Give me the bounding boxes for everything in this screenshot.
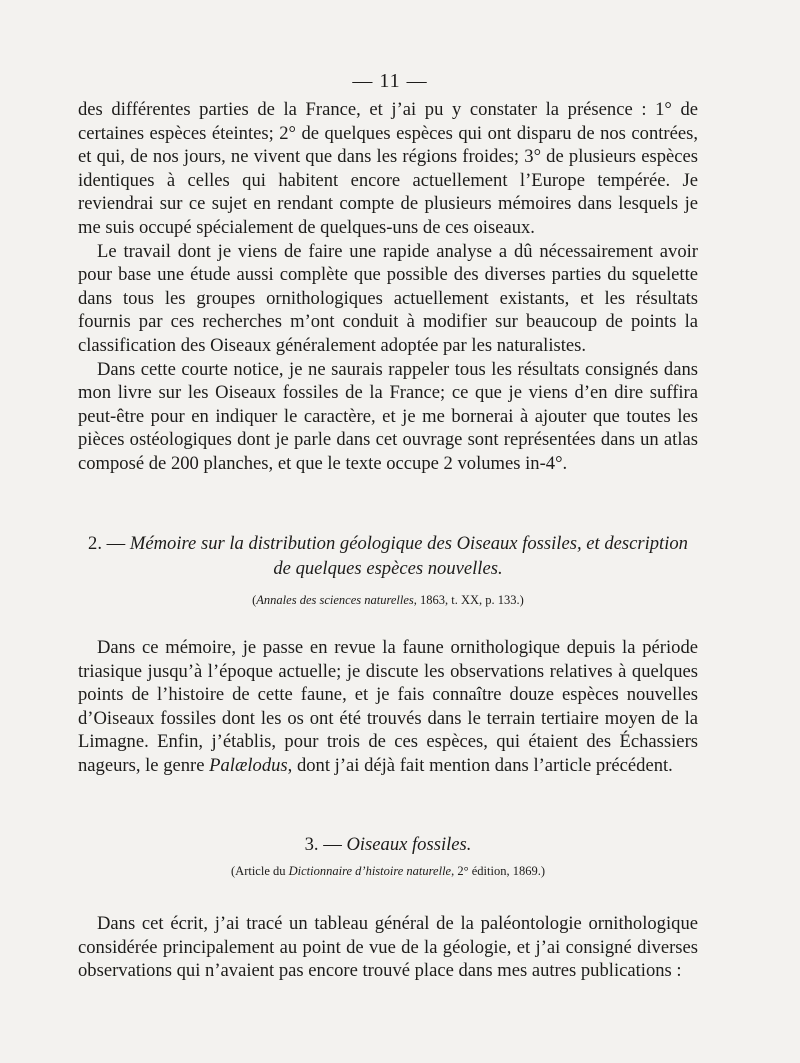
section-3-title: Oiseaux fossiles.	[346, 834, 472, 855]
section-2-citation	[78, 592, 698, 608]
citation-journal: Annales des sciences naturelles	[256, 593, 414, 607]
section-3-number: 3.	[304, 834, 319, 855]
genus-name: Palælodus	[209, 754, 288, 776]
section-2-title: Mémoire sur la distribution géologique des Oiseaux fossiles, et description	[129, 533, 688, 554]
section-2-body	[78, 636, 698, 778]
section-3-heading	[78, 832, 698, 857]
section-2-number: 2.	[88, 533, 102, 554]
citation-details: , 2° édition, 1869.)	[451, 864, 545, 878]
section-2-title-line-1	[78, 531, 698, 556]
section-2-dash: —	[106, 533, 126, 554]
paragraph: Le travail dont je viens de faire une rapide analyse a dû nécessairement avoir pour base une étude aussi complète que possible des diverses parties du squelette dans tous les groupes ornithologiques actuellement existants, et les résultats fournis par ces recherches m’ont conduit à modifier sur beaucoup de points la classification des Oiseaux généralement adoptée par les naturalistes.	[78, 240, 698, 356]
citation-details: , 1863, t. XX, p. 133.)	[413, 593, 524, 607]
body-text: , dont j’ai déjà fait mention dans l’article précédent.	[287, 754, 673, 776]
section-3-body	[78, 912, 698, 983]
section-3-citation	[78, 863, 698, 879]
section-2-heading	[78, 531, 698, 581]
body-text: Dans ce mémoire, je passe en revue la faune ornithologique depuis la période triasique jusqu’à l’époque actuelle; je discute les observations relatives à quelques points de l’histoire de cette faune, et je fais connaître douze espèces nouvelles d’Oiseaux fossiles dont les os ont été trouvés dans le terrain tertiaire moyen de la Limagne. Enfin, j’établis, pour trois de ces espèces, qui étaient des Échassiers nageurs, le genre	[78, 637, 698, 776]
paragraph: Dans cette courte notice, je ne saurais rappeler tous les résultats consignés dans mon livre sur les Oiseaux fossiles de la France; ce que je viens d’en dire suffira peut-être pour en indiquer le caractère, et je me bornerai à ajouter que toutes les pièces ostéologiques dont je parle dans cet ouvrage sont représentées dans un atlas composé de 200 planches, et que le texte occupe 2 volumes in-4°.	[78, 358, 698, 474]
intro-text	[78, 98, 698, 476]
citation-prefix: (Article du	[231, 864, 289, 878]
section-2-title-line-2: de quelques espèces nouvelles.	[273, 558, 503, 579]
citation-prefix: (	[252, 593, 257, 607]
section-3-dash: —	[323, 834, 342, 855]
paragraph: des différentes parties de la France, et j’ai pu y constater la présence : 1° de certaines espèces éteintes; 2° de quelques espèces qui ont disparu de nos contrées, et qui, de nos jours, ne vivent que dans les régions froides; 3° de plusieurs espèces identiques à celles qui habitent encore actuellement l’Europe tempérée. Je reviendrai sur ce sujet en rendant compte de plusieurs mémoires dans lesquels je me suis occupé spécialement de quelques-uns de ces oiseaux.	[78, 99, 698, 238]
page-number: — 11 —	[352, 70, 428, 92]
paragraph	[78, 636, 698, 778]
paragraph: Dans cet écrit, j’ai tracé un tableau général de la paléontologie ornithologique considérée principalement au point de vue de la géologie, et j’ai consigné diverses observations qui n’avaient pas encore trouvé place dans mes autres publications :	[78, 913, 698, 982]
citation-work: Dictionnaire d’histoire naturelle	[288, 864, 452, 878]
section-3-title-line	[78, 832, 698, 857]
